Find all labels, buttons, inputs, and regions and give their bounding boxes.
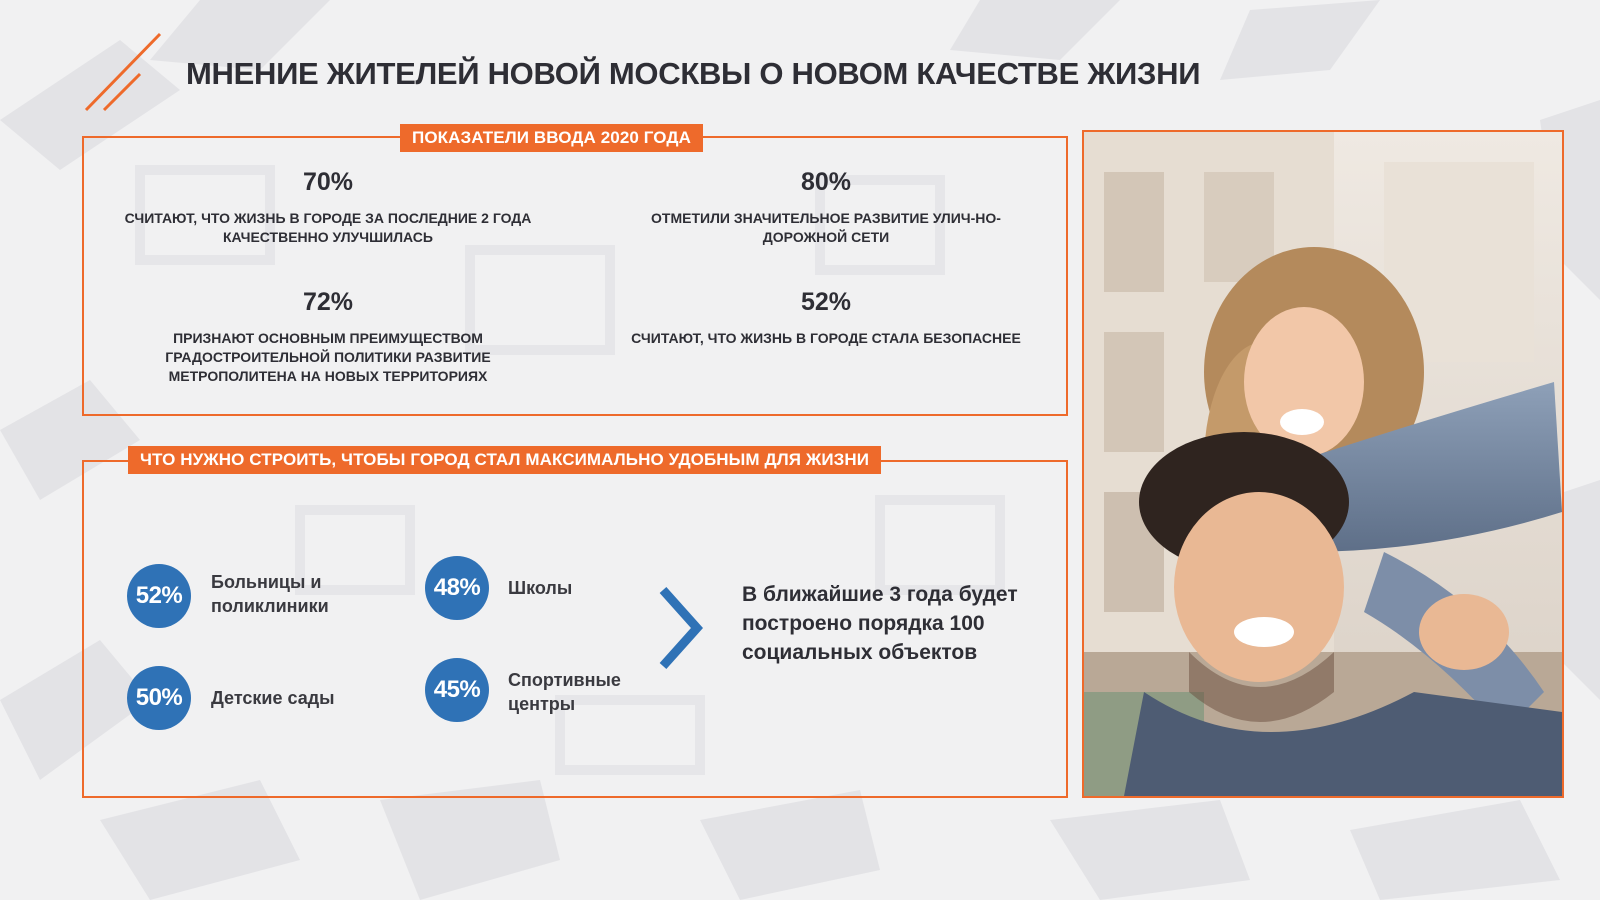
need-label: Больницы и поликлиники bbox=[211, 572, 329, 616]
chevron-right-icon bbox=[657, 586, 703, 670]
stat-description: ПРИЗНАЮТ ОСНОВНЫМ ПРЕИМУЩЕСТВОМ ГРАДОСТРОИТЕЛЬНОЙ ПОЛИТИКИ РАЗВИТИЕ МЕТРОПОЛИТЕНА НА НОВЫХ ТЕРРИТОРИЯХ bbox=[165, 330, 491, 384]
stat-percent: 72% bbox=[302, 288, 354, 316]
indicators-tag: ПОКАЗАТЕЛИ ВВОДА 2020 ГОДА bbox=[400, 124, 703, 152]
stat-item bbox=[118, 288, 538, 386]
need-label: Школы bbox=[508, 578, 573, 598]
stat-item bbox=[118, 168, 538, 247]
needs-tag: ЧТО НУЖНО СТРОИТЬ, ЧТОБЫ ГОРОД СТАЛ МАКСИМАЛЬНО УДОБНЫМ ДЛЯ ЖИЗНИ bbox=[128, 446, 881, 474]
stat-item bbox=[616, 288, 1036, 348]
stat-percent: 70% bbox=[302, 168, 354, 196]
page-title: МНЕНИЕ ЖИТЕЛЕЙ НОВОЙ МОСКВЫ О НОВОМ КАЧЕСТВЕ ЖИЗНИ bbox=[186, 56, 1201, 91]
stat-item bbox=[616, 168, 1036, 247]
summary-note: В ближайшие 3 года будет построено порядка 100 социальных объектов bbox=[742, 583, 1018, 664]
stat-description: СЧИТАЮТ, ЧТО ЖИЗНЬ В ГОРОДЕ СТАЛА БЕЗОПАСНЕЕ bbox=[631, 330, 1021, 346]
couple-photo bbox=[1082, 130, 1564, 798]
couple-photo-illustration bbox=[1084, 132, 1562, 796]
percent-circle: 48% bbox=[425, 556, 489, 620]
stat-description: ОТМЕТИЛИ ЗНАЧИТЕЛЬНОЕ РАЗВИТИЕ УЛИЧ-НО-ДОРОЖНОЙ СЕТИ bbox=[651, 210, 1001, 245]
percent-circle: 50% bbox=[127, 666, 191, 730]
percent-circle: 52% bbox=[127, 564, 191, 628]
stat-percent: 52% bbox=[800, 288, 852, 316]
stat-percent: 80% bbox=[800, 168, 852, 196]
stat-description: СЧИТАЮТ, ЧТО ЖИЗНЬ В ГОРОДЕ ЗА ПОСЛЕДНИЕ 2 ГОДА КАЧЕСТВЕННО УЛУЧШИЛАСЬ bbox=[124, 210, 532, 245]
need-label: Детские сады bbox=[211, 688, 335, 708]
percent-circle: 45% bbox=[425, 658, 489, 722]
need-label: Спортивные центры bbox=[508, 670, 621, 714]
decorative-slashes bbox=[82, 30, 164, 114]
